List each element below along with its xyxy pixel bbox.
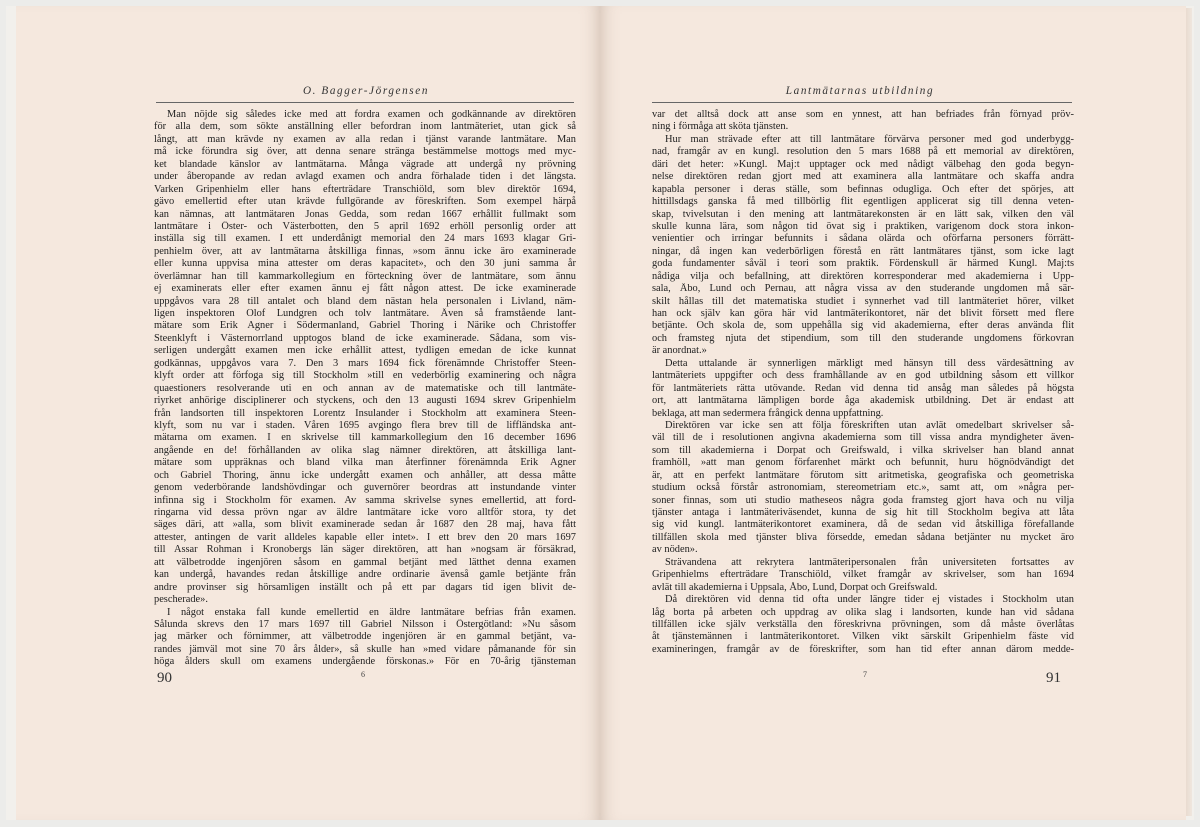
text-line: ringarna vid dessa prövn ngar av äldre lantmätare icke voro alltför stora, ty det: [154, 507, 576, 518]
text-line: under åberopande av redan avlagd examen och andra förhalade tiden i det längsta.: [154, 171, 576, 183]
text-line: ket blandade känslor av lantmätarna. Många vägrade att undergå ny prövning: [154, 158, 576, 170]
text-line: Steenklyft i Västernorrland upptogos bland de icke examinerade. Sådana, som vis-: [154, 332, 576, 344]
text-line: att välbetrodde ingenjören såsom en gammal betjänt med lätthet denna examen: [154, 556, 576, 568]
text-line: venientier och irringar befunnits i sådana olärda och oförfarna personers förrätt-: [652, 233, 1074, 245]
text-line: ligen inspektoren Olof Lundgren och tolv lantmätare. Även så framstående lant-: [154, 308, 576, 319]
right-sheet-number: 7: [863, 670, 867, 679]
text-line: åt tjänstemännen i lantmäterikontoret. Vilken vikt särskilt Gripenhielm fäste vid: [652, 631, 1074, 643]
text-line: Detta uttalande är synnerligen märkligt med hänsyn till dess värdesättning av: [665, 357, 1074, 369]
text-line: är, att en perfekt lantmätare förutom sitt aritmetiska, geografiska och geometriska: [652, 469, 1074, 481]
text-line: skulle kunna lära, som någon tid övat sig i praktiken, varigenom dock stora inkon-: [652, 220, 1074, 232]
text-line: beklaga, att man sedermera frångick denna uppfattning.: [652, 407, 884, 419]
text-line: Hur man strävade efter att till lantmätare förvärva personer med god underbygg-: [665, 133, 1074, 145]
text-line: quaestioners resolverande uti en och annan av de matematiske och till lantmäte-: [154, 382, 576, 394]
text-line: kan nämnas, att lantmätaren Jonas Gedda, som redan 1667 erhållit fullmakt som: [154, 208, 576, 220]
text-line: ning i förmåga att sköta tjänsten.: [652, 121, 789, 133]
text-line: inställa sig till examen. I ett underdånigt memorial den 24 mars 1693 klagar Gri-: [154, 233, 576, 245]
book-spread: [6, 6, 1194, 820]
text-line: Direktören var icke sen att följa föreskriften utan avlät omedelbart skrivelser så-: [665, 419, 1074, 431]
text-line: jag märker och förnimmer, att välbetrodde ingenjören är en gammal betjänt, va-: [154, 631, 576, 643]
text-line: penhielm över, att av lantmätarna åtskilliga finnas, »som ännu icke äro examinerade: [154, 245, 576, 257]
right-running-head: Lantmätarnas utbildning: [785, 85, 935, 97]
left-body-text: [154, 109, 576, 669]
text-line: Strävandena att rekrytera lantmäteripersonalen från universiteten fortsattes av: [665, 556, 1074, 568]
text-line: var det alltså dock att anse som en ynnest, att han befriades från förnyad pröv-: [652, 109, 1074, 120]
text-line: hittillsdags ganska få med tillbörlig flit egentligen applicerat sig till denna veten-: [652, 196, 1074, 208]
text-line: examineringen, framgår av de föreskrifter, som han tid efter annan därom medde-: [652, 643, 1074, 655]
text-line: avlät till akademierna i Uppsala, Åbo, Lund, Dorpat och Greifswald.: [652, 581, 938, 593]
text-line: infinna sig i Stockholm för examen. Av samma skrivelse synes emellertid, att ford-: [154, 494, 576, 506]
text-line: som till akademierna i Dorpat och Greifswald, i vilka skrivelser han bland annat: [652, 444, 1074, 456]
text-line: höga ålders skull om examens undergående förskonas.» För en 70-årig tjänsteman: [154, 656, 576, 668]
text-line: till Assar Rohman i Kronobergs län säger direktören, att han »nogsam är försäkrad,: [154, 544, 576, 556]
text-line: gävo emellertid efter utan krävde fullgörande av föreskriften. Som exempel härpå: [154, 196, 576, 208]
text-line: framhöll, »att man genom förfarenhet märkt och befunnit, huru högnödvändigt det: [652, 457, 1074, 469]
text-line: långt, att man krävde ny examen av alla redan i tjänst varande lantmätare. Man: [154, 133, 576, 145]
text-line: angående en de! förhållanden av olika slag nämner direktören, att åtskilliga lant-: [154, 444, 576, 456]
text-line: från landsorten till inspektoren Lorentz Insulander i Stockholm att examinera Steen-: [154, 407, 576, 419]
text-line: nelse direktören redan gjort med att examinera alla lantmätare och skaffa andra: [652, 171, 1074, 183]
text-line: han ock själv kan göra här vid lantmäterikontoret, när det blivit försett med flere: [652, 308, 1074, 319]
text-line: må icke förundra sig över, att denna senare stränga bestämmelse mottogs med myc-: [154, 146, 576, 158]
text-line: I något enstaka fall kunde emellertid en äldre lantmätare befrias från examen.: [167, 606, 576, 618]
text-line: klyft order att förfoga sig till Stockholm »till en vederbörlig examinering och några: [154, 370, 576, 382]
text-line: nad, framgår av en kungl. resolution den 5 mars 1688 på ett memorial av direktören,: [652, 146, 1074, 158]
text-line: väl till de i resolutionen angivna akademierna som till vissa andra myndigheter även-: [652, 432, 1074, 444]
text-line: riyrket anhörige disciplinerer och styckens, och den 13 augusti 1694 skrev Gripenhielm: [154, 395, 576, 407]
left-page: [16, 6, 600, 820]
text-line: av nöden».: [652, 544, 698, 556]
text-line: genom vederbörande landshövdingar och guvernörer beordras att instundande vinter: [154, 482, 576, 494]
text-line: lantmätare i Öster- och Västerbotten, den 5 april 1692 erhöll personlig order att: [154, 220, 576, 232]
text-line: Sålunda skrevs den 17 mars 1697 till Gabriel Nilsson i Östergötland: »Nu såsom: [154, 618, 576, 630]
text-line: mätare som Erik Agner i Södermanland, Gabriel Thoring i Närike och Christoffer: [154, 320, 576, 332]
text-line: studium också förstår astronomiam, stereometriam etc.», samt att, om »några per-: [652, 482, 1074, 494]
text-line: säges däri, att »alla, som blivit examinerade sedan år 1687 den 28 maj, hava fått: [154, 519, 576, 531]
text-line: överlämnar han till kammarkollegium en förteckning över de lantmätare, som ännu: [154, 270, 576, 282]
text-line: Man nöjde sig således icke med att fordra examen och godkännande av direktören: [167, 109, 576, 120]
right-body-text: [652, 109, 1074, 656]
text-line: uppgåvos vara 28 till antalet och bland dem nästan hela personalen i Livland, näm-: [154, 295, 576, 307]
left-running-head: O. Bagger-Jörgensen: [302, 85, 430, 97]
text-line: för lantmäteriets rätta utövande. Redan vid denna tid ansåg man således på högsta: [652, 382, 1074, 394]
text-line: mätarna om examen. I en skrivelse till kammarkollegium den 16 december 1696: [154, 432, 576, 444]
left-header-rule: [156, 102, 574, 103]
left-page-number: 90: [157, 670, 172, 686]
text-line: skilt hållas till det matematiska studiet i synnerhet vad till lantmäteriet hörer, vilket: [652, 295, 1074, 307]
text-line: sig vid kungl. lantmäterikontoret examinera, då de sedan vid åtskilliga förefallande: [652, 519, 1074, 531]
text-line: godkännas, uppgåvos vara 7. Den 3 mars 1694 fick förenämnde Christoffer Steen-: [154, 357, 576, 369]
text-line: är anordnat.»: [652, 345, 707, 357]
text-line: betjänte. Och skola de, som uppehålla sig vid akademierna, efter deras använda flit: [652, 320, 1074, 332]
text-line: skap, tvivelsutan i den mening att lantmätarekonsten är en lätt sak, vilken den väl: [652, 208, 1074, 220]
text-line: tillfällen icke själv verkställa den föreskrivna prövningen, som då måste överlåtas: [652, 618, 1074, 630]
text-line: och Gabriel Thoring, ännu icke undergått examen och anhåller, att dessa måtte: [154, 469, 576, 481]
text-line: Gripenhielms efterträdare Transchiöld, vilket framgår av skrivelser, som han 1694: [652, 569, 1074, 581]
text-line: lantmäteriets uppgifter och dess framhållande av en god utbildning såsom ett villkor: [652, 370, 1074, 382]
text-line: låg borta på arbeten och uppdrag av olika slag i landsorten, kunde han vid sådana: [652, 606, 1074, 618]
text-line: tjänster antaga i lantmäteriväsendet, kunna de sig hit till Stockholm begiva att låta: [652, 507, 1074, 518]
page-edge: [1186, 8, 1192, 816]
text-line: nådiga vilja och befallning, att direktören korresponderar med akademierna i Upp-: [652, 270, 1074, 282]
text-line: andre provinser sig hörsamligen inställt och på ett par dagars tid igen blivit de-: [154, 581, 576, 593]
text-line: Varken Gripenhielm eller hans efterträdare Transchiöld, som blev direktör 1694,: [154, 183, 576, 195]
text-line: däri det heter: »Kungl. Maj:t upptager ock med nådigt välbehag den goda begyn-: [652, 158, 1074, 170]
text-line: och framsteg njuta det stipendium, som till den studerande ungdomens förkovran: [652, 332, 1074, 344]
text-line: eller kunna uppvisa mina attester om deras kapacitet», och den 30 juni samma år: [154, 258, 576, 270]
right-page: [600, 6, 1186, 820]
text-line: attester, antingen de varit alldeles kapable eller intet». I ett brev den 20 mars 1697: [154, 531, 576, 543]
text-line: kapabla personer i deras ställe, som befinnas odugliga. Och efter det spörjes, att: [652, 183, 1074, 195]
text-line: ort, att lantmätarna lämpligen borde åga akademisk utbildning. Det är endast att: [652, 395, 1074, 407]
text-line: klyft, som nu var i staden. Våren 1695 avgingo flera brev till de liffländska ant-: [154, 419, 576, 431]
text-line: randes jämväl mot sine 70 års ålder», så skulle han »med vidare påmanande för sin: [154, 643, 576, 655]
text-line: ej examinerats eller efter examen ännu ej fått någon attest. De icke examinerade: [154, 283, 576, 295]
left-sheet-number: 6: [361, 670, 365, 679]
text-line: sala, Åbo, Lund och Pernau, att några vissa av den studerande ungdomen må sär-: [652, 283, 1074, 295]
right-page-number: 91: [1046, 670, 1061, 686]
text-line: pescherade».: [154, 594, 208, 606]
text-line: ningar, då ingen kan vederbörligen förestå en rätt lantmätares tjänst, som icke lagt: [652, 245, 1074, 257]
text-line: mätare som uppräknas och bland vilka man återfinner förenämnda Erik Agner: [154, 457, 576, 469]
text-line: soner finnas, som uti studio matheseos några goda framsteg gjort hava och nu vilja: [652, 494, 1074, 506]
text-line: goda fundamenter såväl i teori som praktik. Fördenskull är härmed Kungl. Maj:ts: [652, 258, 1074, 270]
text-line: kan undergå, havandes redan åtskillige andre ordinarie ävenså gamle betjänte från: [154, 569, 576, 581]
text-line: för alla dem, som sökte anställning eller befordran inom lantmäteriet, utan gick så: [154, 121, 576, 133]
text-line: Då direktören vid denna tid ofta under längre tider ej vistades i Stockholm utan: [665, 594, 1074, 606]
text-line: serligen undergått examen men icke erhållit attest, tydligen emedan de icke kunnat: [154, 345, 576, 357]
text-line: tillfällen skola med tjänster bliva försedde, emedan sådana betjänter nu mycket äro: [652, 531, 1074, 543]
right-header-rule: [652, 102, 1072, 103]
